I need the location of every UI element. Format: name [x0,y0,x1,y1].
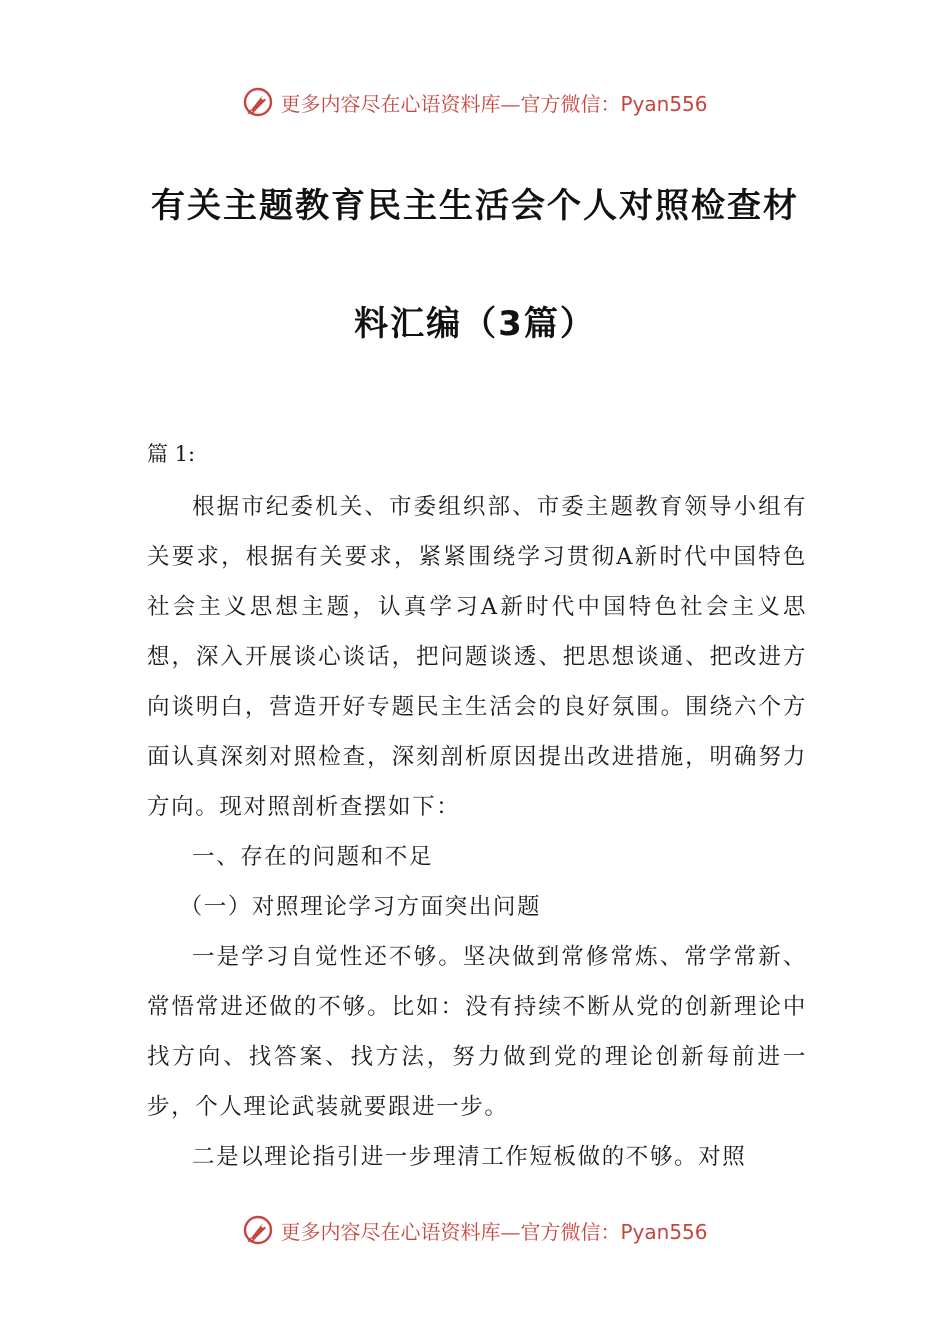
watermark-wechat-id: Pyan556 [620,91,708,116]
document-title-line-2: 料汇编（3篇） [354,304,596,344]
watermark-text [280,1216,707,1245]
watermark-main-text: 更多内容尽在心语资料库—官方微信： [280,1219,621,1244]
pen-nib-logo-icon [242,1214,274,1246]
footer-watermark-banner [0,1210,950,1250]
document-title-line-1: 有关主题教育民主生活会个人对照检查材 [151,186,799,226]
paragraph-intro: 根据市纪委机关、市委组织部、市委主题教育领导小组有关要求，根据有关要求，紧紧围绕学习贯彻A新时代中国特色社会主义思想主题，认真学习A新时代中国特色社会主义思想，深入开展谈心谈话，把问题谈透、把思想谈通、把改进方向谈明白，营造开好专题民主生活会的良好氛围。围绕六个方面认真深刻对照检查，深刻剖析原因提出改进措施，明确努力方向。现对照剖析查摆如下： [147,494,807,820]
document-body [147,482,807,1182]
paragraph-point-2: 二是以理论指引进一步理清工作短板做的不够。对照 [192,1144,747,1170]
watermark-wechat-id: Pyan556 [620,1219,708,1244]
header-watermark-banner [0,82,950,122]
section-label: 篇 1: [147,442,196,466]
paragraph-point-1: 一是学习自觉性还不够。坚决做到常修常炼、常学常新、常悟常进还做的不够。比如：没有持续不断从党的创新理论中找方向、找答案、找方法，努力做到党的理论创新每前进一步，个人理论武装就要跟进一步。 [147,944,807,1120]
watermark-main-text: 更多内容尽在心语资料库—官方微信： [280,91,621,116]
pen-nib-logo-icon [242,86,274,118]
watermark-text [280,88,707,117]
heading-level-2: （一）对照理论学习方面突出问题 [179,894,542,920]
heading-level-1: 一、存在的问题和不足 [192,844,434,870]
